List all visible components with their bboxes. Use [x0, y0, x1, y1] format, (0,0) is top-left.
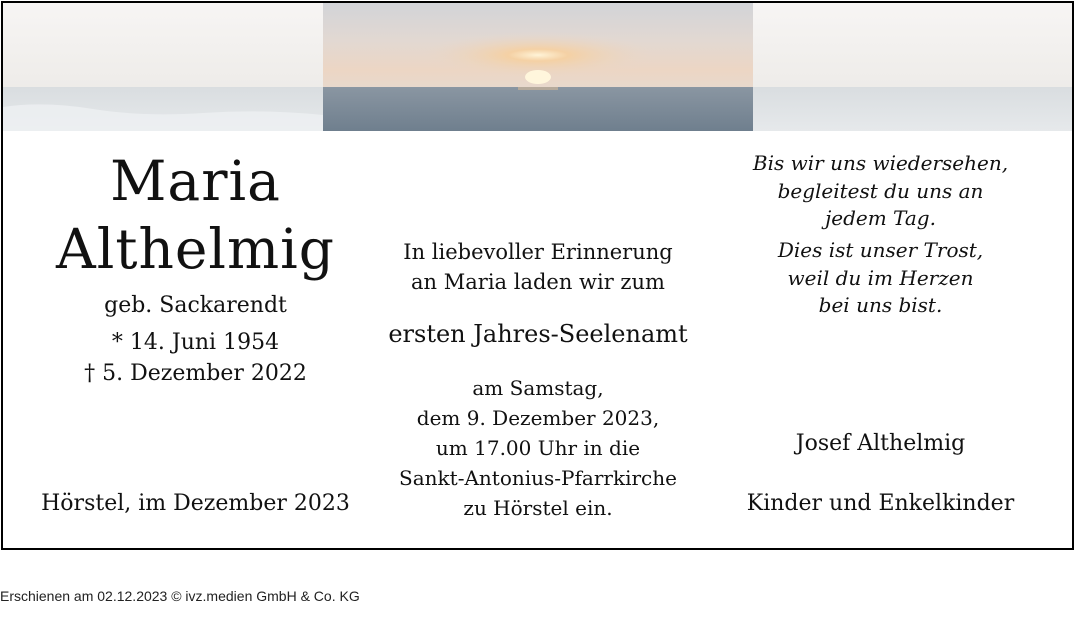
deceased-first-name: Maria [110, 149, 281, 213]
event-detail-line: Sankt-Antonius-Pfarrkirche [399, 466, 677, 490]
event-detail-line: zu Hörstel ein. [463, 496, 613, 520]
poem-line: weil du im Herzen [787, 265, 974, 290]
place-and-date: Hörstel, im Dezember 2023 [41, 491, 350, 516]
poem-line: begleitest du uns an [777, 178, 984, 203]
event-details [363, 373, 713, 523]
sunset-photo [323, 3, 753, 131]
poem-line: bei uns bist. [818, 293, 943, 317]
obituary-notice [1, 1, 1074, 550]
birth-date: * 14. Juni 1954 [111, 330, 280, 355]
event-detail-line: am Samstag, [472, 376, 604, 400]
invitation-intro [363, 237, 713, 297]
death-date: † 5. Dezember 2022 [84, 361, 307, 386]
poem-stanza-2 [703, 237, 1058, 320]
signature-family: Kinder und Enkelkinder [746, 491, 1015, 516]
poem-stanza-1 [703, 150, 1058, 233]
signature-spouse: Josef Althelmig [795, 431, 966, 456]
event-detail-line: dem 9. Dezember 2023, [416, 406, 660, 430]
poem-line: Bis wir uns wiedersehen, [752, 151, 1009, 175]
publication-footer: Erschienen am 02.12.2023 © ivz.medien GmbH & Co. KG [0, 588, 360, 604]
event-detail-line: um 17.00 Uhr in die [435, 436, 641, 460]
deceased-last-name: Althelmig [56, 217, 335, 281]
invitation-intro-line: an Maria laden wir zum [411, 270, 665, 294]
invitation-intro-line: In liebevoller Erinnerung [403, 240, 673, 264]
event-title: ersten Jahres-Seelenamt [388, 320, 688, 348]
poem-line: jedem Tag. [825, 206, 936, 230]
poem-line: Dies ist unser Trost, [777, 238, 984, 262]
maiden-name: geb. Sackarendt [104, 293, 287, 318]
